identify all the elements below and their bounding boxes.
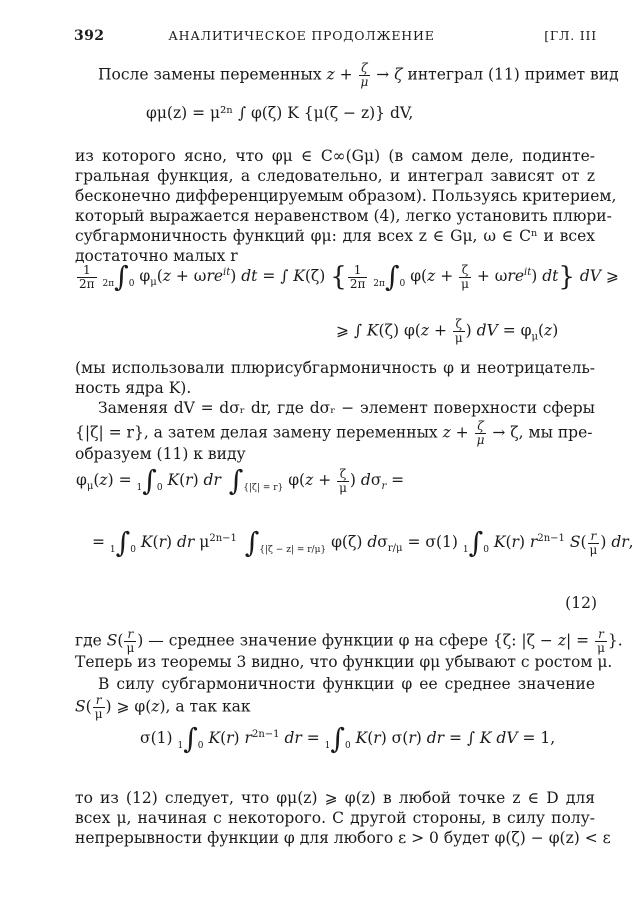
text-line: В силу субгармоничности функции φ ее среднее значение (98, 675, 595, 693)
text-line: субгармоничность функций φμ: для всех z ∈ Gμ, ω ∈ Cⁿ и всех (75, 227, 595, 245)
text-line: из которого ясно, что φμ ∈ C∞(Gμ) (в самом деле, подинте- (75, 147, 595, 165)
text-line: Теперь из теоремы 3 видно, что функции φμ убывают с ростом μ. (75, 653, 613, 671)
equation: φμ(z) = μ²ⁿ ∫ φ(ζ) K {μ(ζ − z)} dV, (146, 104, 414, 122)
text-line: достаточно малых r (75, 247, 238, 265)
text-line: где S( $\frac{r}{\mu}$ ) — среднее значение функции φ на сфере {ζ: |ζ − z| = $\frac{r}{\mu}$ }. (75, 627, 623, 655)
equation: = 1∫0 K(r) dr $\mu^{2n-1}$ ∫{|ζ − z| = r/μ} φ(ζ) $d\sigma_{r/\mu} = \sigma(1)$ 1∫0 K(r) $r^{2n-1}$ S( $\frac{r}{\mu}$ ) dr, (92, 526, 634, 559)
text-line: всех μ, начиная с некоторого. С другой стороны, в силу полу- (75, 809, 595, 827)
equation: $\frac{1}{2\pi}$ 2π∫0 $\varphi_\mu(z + \omega re^{it})$ dt = ∫ K(ζ) { $\frac{1}{2\pi}$ 2π∫0 φ(z + $\frac{\zeta}{\mu}$ + ωre$^{it}$) dt} dV ⩾ (79, 260, 619, 293)
text-line: После замены переменных z + $\frac{\zeta}{\mu}$ → ζ интеграл (11) примет вид (98, 61, 619, 89)
text-line: образуем (11) к виду (75, 445, 246, 463)
chapter-label: [ГЛ. III (544, 28, 597, 43)
text-line: Заменяя dV = dσᵣ dr, где dσᵣ − элемент поверхности сферы (98, 399, 595, 417)
equation: $\varphi_\mu(z) = 1\int 0$ K(r) dr ∫{|ζ| = r} φ(z + $\frac{\zeta}{\mu}$ ) $d\sigma_r$ = (76, 464, 405, 497)
equation: σ(1) 1∫0 K(r) $r^{2n-1}$ dr = 1∫0 K(r) σ(r) dr = ∫ K dV = 1, (140, 722, 556, 755)
running-title: АНАЛИТИЧЕСКОЕ ПРОДОЛЖЕНИЕ (168, 28, 435, 43)
page-number: 392 (74, 28, 105, 44)
text-line: бесконечно дифференцируемым образом). Пользуясь критерием, (75, 187, 617, 205)
text-line: который выражается неравенством (4), легко установить плюри- (75, 207, 612, 225)
text-line: то из (12) следует, что φμ(z) ⩾ φ(z) в любой точке z ∈ D для (75, 789, 595, 807)
text-line: S( $\frac{r}{\mu}$ ) ⩾ φ(z), а так как (75, 693, 251, 721)
text-line: гральная функция, а следовательно, и интеграл зависят от z (75, 167, 595, 185)
equation-number: (12) (565, 594, 597, 612)
text-line: {|ζ| = r}, а затем делая замену переменных z + $\frac{\zeta}{\mu}$ → ζ, мы пре- (75, 419, 593, 447)
text-line: (мы использовали плюрисубгармоничность φ и неотрицатель- (75, 359, 595, 377)
equation: ⩾ ∫ K(ζ) φ(z + $\frac{\zeta}{\mu}$ ) dV = $\varphi_\mu(z)$ (336, 317, 559, 345)
text-line: ность ядра K). (75, 379, 192, 397)
text-line: непрерывности функции φ для любого ε > 0 будет φ(ζ) − φ(z) < ε (75, 829, 611, 847)
